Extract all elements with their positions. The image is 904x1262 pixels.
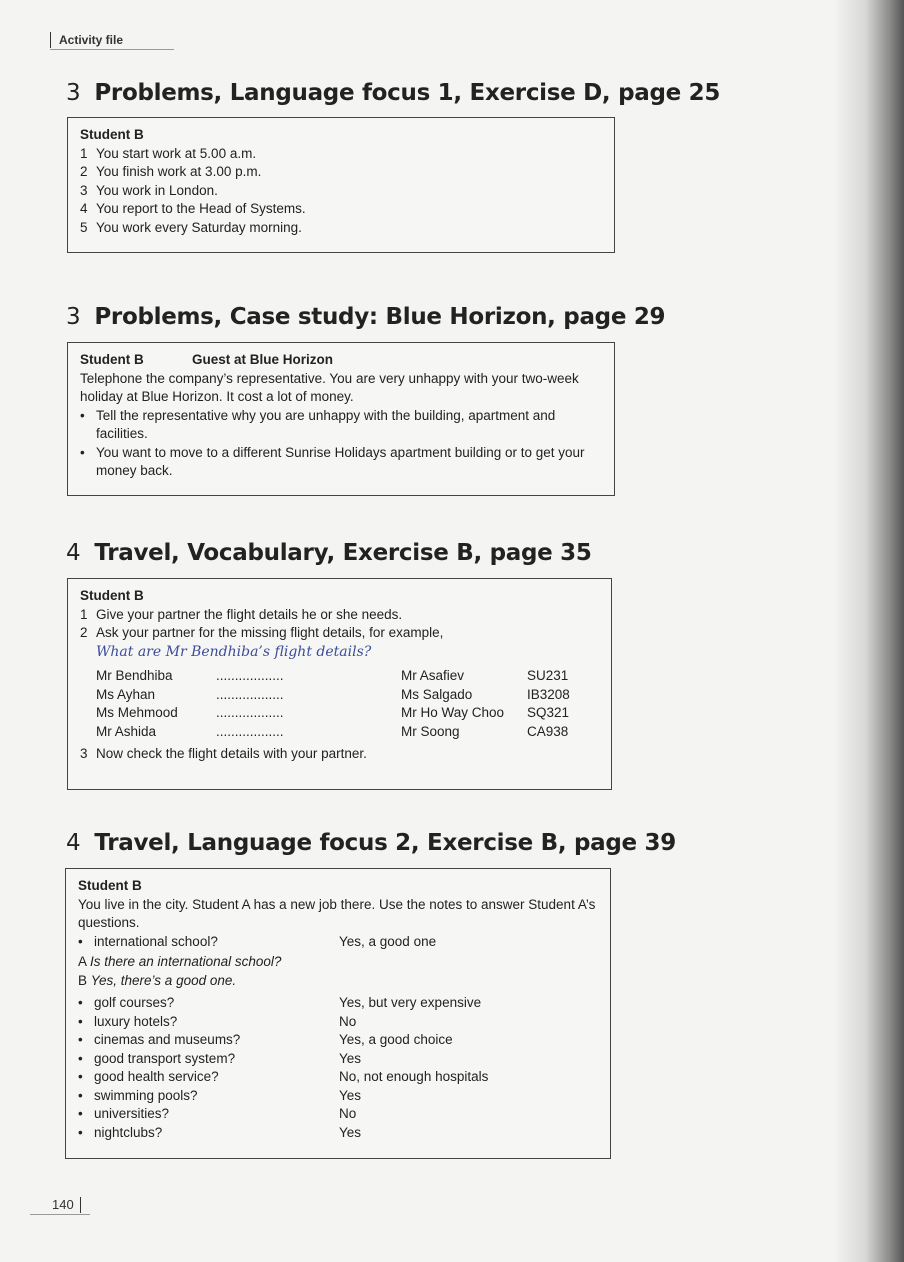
section-1-box [67,117,615,253]
list-item: • Tell the representative why you are unhappy with the building, apartment and facilities. [80,407,602,444]
list-item: 5 You work every Saturday morning. [80,219,302,235]
qa-row: • universities? No [78,1105,598,1124]
section-2-box [67,342,615,496]
table-row: Ms Mehmood .................. Mr Ho Way Choo SQ321 [96,705,570,720]
section-2-number: 3 [66,304,81,330]
qa-row: • good transport system? Yes [78,1050,598,1069]
section-3-title: Travel, Vocabulary, Exercise B, page 35 [94,540,592,566]
section-1-list [80,145,602,238]
list-item: 3 You work in London. [80,182,218,198]
list-item: • You want to move to a different Sunrise Holidays apartment building or to get your money back. [80,444,602,481]
running-header: Activity file [50,32,123,48]
section-1-number: 3 [66,80,81,106]
qa-row: • cinemas and museums? Yes, a good choice [78,1031,598,1050]
qa-row: • good health service? No, not enough hospitals [78,1068,598,1087]
qa-row: • luxury hotels? No [78,1013,598,1032]
example-question: A Is there an international school? [78,954,282,969]
section-3-heading [66,540,592,566]
header-rule [50,49,174,50]
section-4-heading [66,830,676,856]
section-4-intro: You live in the city. Student A has a new job there. Use the notes to answer Student A’s questions. [78,896,596,930]
qa-list [78,994,598,1142]
section-3-box [67,578,612,790]
section-2-intro: Telephone the company’s representative. You are very unhappy with your two-week holiday at Blue Horizon. It cost a lot of money. [80,370,579,404]
page-number: 140 [52,1197,81,1213]
list-item: 1 Give your partner the flight details he or she needs. [80,606,403,622]
list-item: 1 You start work at 5.00 a.m. [80,145,257,161]
page-edge-shadow [834,0,904,1262]
section-2-heading [66,304,665,330]
table-row: Mr Ashida .................. Mr Soong CA938 [96,723,569,739]
section-2-role: Guest at Blue Horizon [192,352,334,367]
qa-row: • nightclubs? Yes [78,1124,598,1143]
section-4-student: Student B [78,878,142,893]
footer-rule [30,1214,90,1215]
list-item: 2 Ask your partner for the missing flight details, for example, [80,625,444,640]
list-item: 4 You report to the Head of Systems. [80,201,306,216]
table-row: Mr Bendhiba .................. Mr Asafiev SU231 [96,668,569,683]
section-4-box [65,868,611,1159]
handwritten-example: What are Mr Bendhiba’s flight details? [96,643,372,660]
list-item: 3 Now check the flight details with your partner. [80,746,367,761]
section-4-title: Travel, Language focus 2, Exercise B, page 39 [94,830,676,856]
list-item: 2 You finish work at 3.00 p.m. [80,164,262,179]
qa-row: • golf courses? Yes, but very expensive [78,994,598,1013]
section-3-number: 4 [66,540,81,566]
qa-row: • swimming pools? Yes [78,1087,598,1106]
section-2-title: Problems, Case study: Blue Horizon, page 29 [94,304,666,330]
section-3-student: Student B [80,588,144,603]
section-2-student: Student B [80,352,144,367]
section-1-student: Student B [80,127,144,142]
section-2-bullets [80,407,602,481]
section-1-title: Problems, Language focus 1, Exercise D, page 25 [94,80,721,106]
example-answer: B Yes, there’s a good one. [78,972,237,988]
section-4-number: 4 [66,830,81,856]
table-row: Ms Ayhan .................. Ms Salgado IB3208 [96,686,570,702]
section-1-heading [66,80,720,106]
section-3-list [80,606,599,643]
qa-row: • international school? Yes, a good one [78,933,598,952]
flight-details-table [80,667,599,741]
section-2-student-line [80,351,602,370]
